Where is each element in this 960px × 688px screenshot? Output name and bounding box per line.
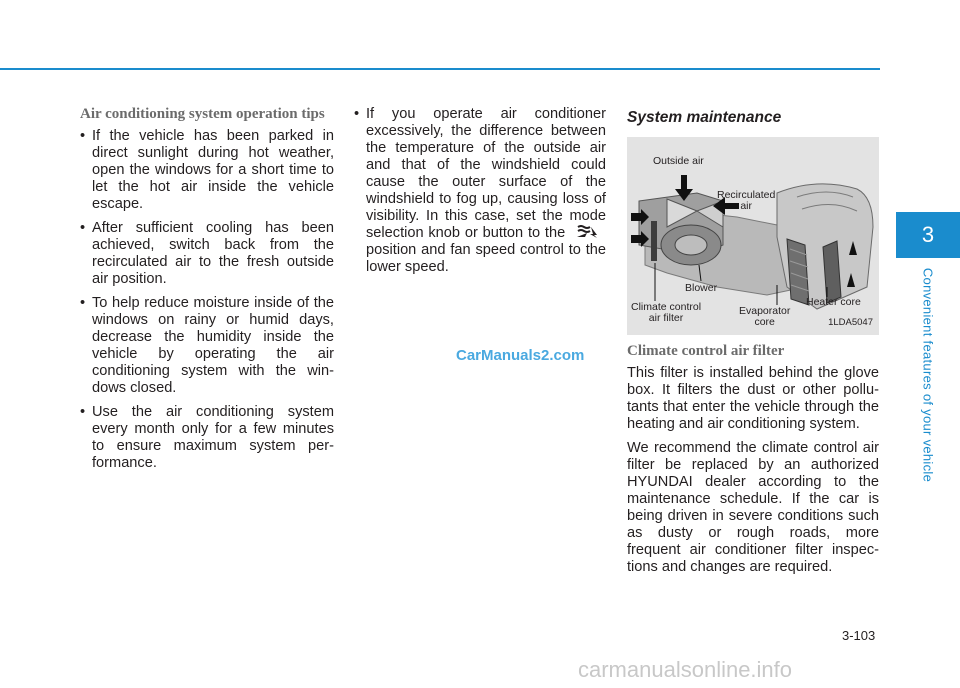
- ac-tips-title: Air conditioning system operation tips: [80, 106, 325, 122]
- air-filter-paragraph-2: We recommend the climate control air filter be replaced by an authorized HYUNDAI dealer according to the maintenance schedule. If the car is being driven in severe conditions such as dusty or rough roads, more frequent air conditioner filter inspec-tions and changes are required.: [627, 440, 879, 575]
- list-item: • If the vehicle has been parked in direct sunlight during hot weather, open the windows for a short time to let the hot air inside the vehicle escape.: [80, 128, 334, 213]
- heater-core-label: Heater core: [806, 296, 861, 308]
- fog-tip-text-end: position and fan speed control to the lower speed.: [366, 242, 606, 275]
- ac-tips-list: [80, 128, 334, 472]
- evaporator-label-line1: Evaporator: [739, 305, 791, 317]
- evaporator-label: [739, 306, 790, 328]
- page-number: 3-103: [842, 628, 876, 643]
- figure-code: 1LDA5047: [828, 317, 873, 328]
- filter-label-line2: air filter: [648, 312, 684, 324]
- left-column: [80, 106, 334, 479]
- outside-air-label: Outside air: [653, 155, 704, 167]
- climate-system-diagram: [627, 137, 879, 335]
- list-item: [354, 106, 606, 276]
- list-item: • To help reduce moisture inside of the windows on rainy or humid days, decrease the humidity inside the vehicle by operating the air conditioning system with the win-dows closed.: [80, 295, 334, 397]
- watermark-carmanualsonline: carmanualsonline.info: [578, 657, 793, 682]
- chapter-tab: 3: [896, 212, 960, 258]
- recirculated-air-label-line2: air: [740, 200, 753, 212]
- recirculated-air-label: [717, 190, 775, 212]
- fog-tip-list: [354, 106, 606, 276]
- right-column: [627, 106, 879, 583]
- filter-label: [631, 302, 701, 324]
- air-filter-paragraph-1: This filter is installed behind the glove box. It filters the dust or other pollu-tants that enter the vehicle through the heating and air conditioning system.: [627, 365, 879, 432]
- middle-column: [354, 106, 606, 283]
- list-item: • Use the air conditioning system every month only for a few minutes to ensure maximum system per-formance.: [80, 404, 334, 472]
- list-item: • After sufficient cooling has been achieved, switch back from the recirculated air to the fresh outside air position.: [80, 220, 334, 288]
- system-maintenance-title: System maintenance: [627, 109, 782, 126]
- evaporator-label-line2: core: [754, 316, 775, 328]
- watermark-carmanuals2: CarManuals2.com: [456, 347, 585, 364]
- recirculated-air-label-line1: Recirculated: [717, 189, 776, 201]
- blower-label: Blower: [685, 282, 718, 294]
- floor-defrost-mode-icon: [573, 225, 603, 239]
- fog-tip-text-start: If you operate air conditioner excessively, the difference between the temperature of the outside air and that of the windshield could cause the outer surface of the windshield to fog up, causing loss of visibility. In this case, set the mode selection knob or button to the: [366, 106, 606, 241]
- filter-label-line1: Climate control: [631, 301, 702, 313]
- header-rule: [0, 68, 880, 70]
- air-filter-title: Climate control air filter: [627, 343, 785, 359]
- chapter-title: Convenient features of your vehicle: [920, 267, 936, 483]
